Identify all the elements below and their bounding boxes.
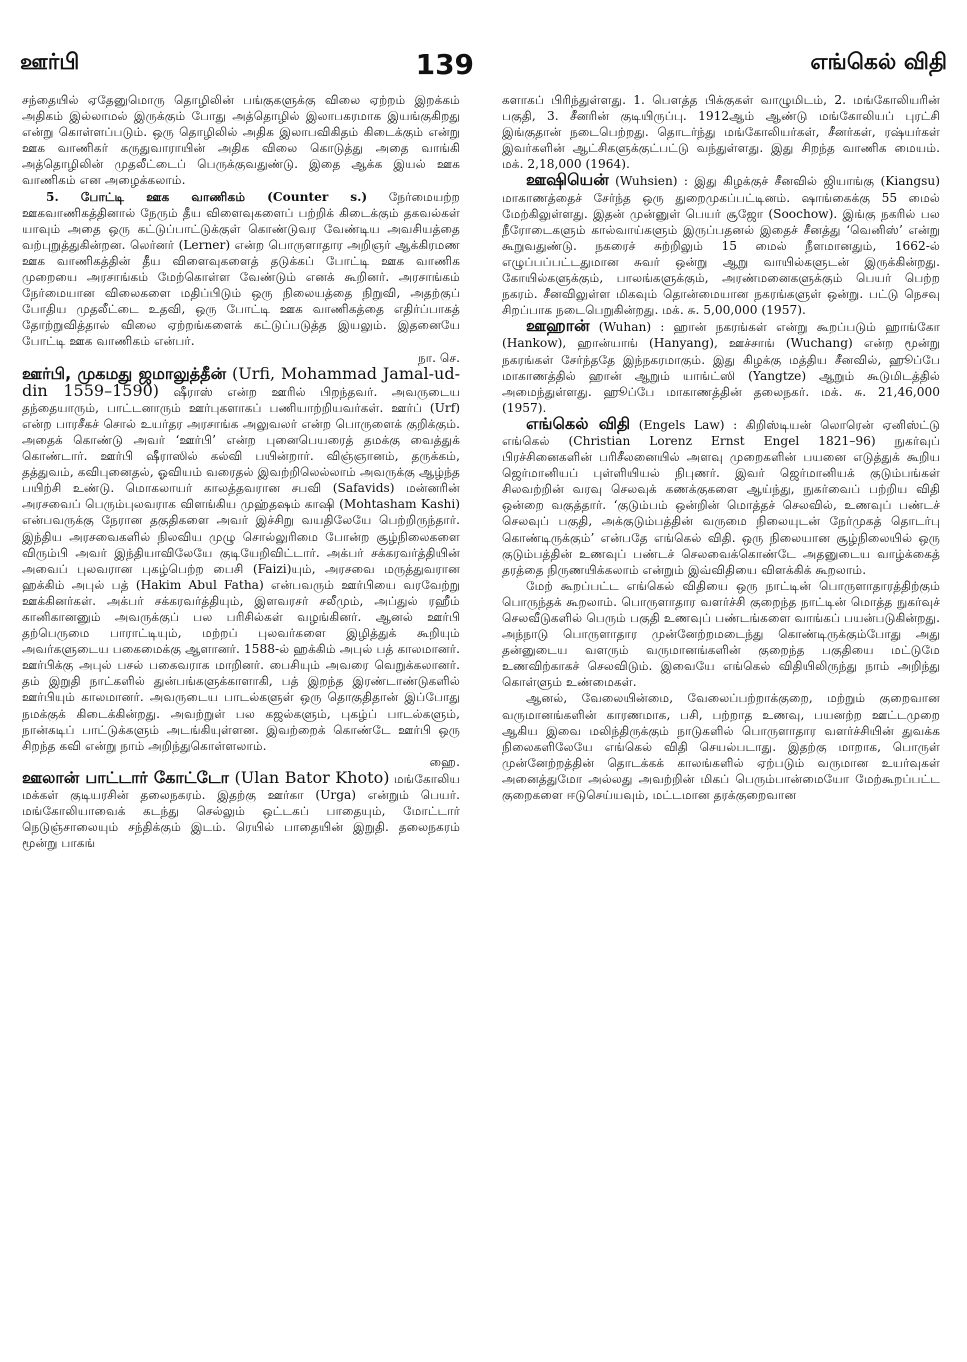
- entry-headword: ஊஹான்: [526, 316, 590, 336]
- entry-ulan-bator: ஊலான் பாட்டார் கோட்டோ (Ulan Bator Khoto) மங்கோலிய மக்கள் குடியரசின் தலைநகரம். இதற்கு ஊர்கா (Urga) என்றும் பெயர். மங்கோலியாவைக் கடந்து செல்லும் ஒட்டகப் பாதையும், மோட்டார் நெடுஞ்சாலையும் சந்திக்கும் இடம். ரெயில் பாதையின் இறுதி. தலைநகரம் மூன்று பாகங்: [22, 767, 460, 851]
- entry-wuhan: ஊஹான் (Wuhan) : ஹான் நகரங்கள் என்று கூறப்படும் ஹாங்கோ (Hankow), ஹான்யாங் (Hanyang), ஊச்சாங் (Wuchang) என்ற மூன்று நகரங்கள் சேர்ந்ததே இந்நகரமாகும். இது கிழக்கு மத்திய சீனவில், ஹூப்பே மாகாணத்தில் ஹான் ஆறும் யாங்ட்ஸி (Yangtze) ஆறும் கூடுமிடத்தில் அமைந்துள்ளது. ஹூப்பே மாகாணத்தின் தலைநகர். மக். சு. 21,46,000 (1957).: [502, 316, 940, 415]
- page-header: [20, 44, 947, 84]
- author-initials: நா. செ.: [417, 350, 460, 365]
- header-left-word: ஊர்பி: [20, 50, 80, 75]
- entry-engels-law: எங்கெல் விதி (Engels Law) : கிறிஸ்டியன் லொரென் ஏனிஸ்ட்டு எங்கெல் (Christian Lorenz Ernst Engel 1821–96) நுகர்வுப் பிரச்சினைகளின் பரிசீலனையில் அளவு முறைகளின் பயனை எடுத்துக் கூறிய ஜெர்மானியப் புள்ளியியல் நிபுணர். இவர் ஜெர்மானியக் குடும்பங்கள் சிலவற்றின் வரவு செலவுக் கணக்குகளை ஆய்ந்து, நுகர்வைப் பற்றிய விதி ஒன்றை வகுத்தார். ‘குடும்பம் ஒன்றின் மொத்தச் செலவில், உணவுப் பண்டச் செலவுப் பகுதி, அக்குடும்பத்தின் வருமை நிலையுடன் நேர்முகத் தொடர்பு கொண்டிருக்கும்’ என்பதே எங்கெல் விதி. ஒரு நிலையான சூழ்நிலையில் ஒரு குடும்பத்தின் உணவுப் பண்டச் செலவைக்கொண்டே அதனுடைய வாழ்க்கைத் தரத்தை நிருணயிக்கலாம் என்றும் இவ்விதியை விளக்கிக் கூறலாம்.: [502, 413, 940, 577]
- entry-headword: ஊர்பி, முகமது ஜமாலுத்தீன்: [22, 363, 227, 383]
- header-right-word: எங்கெல் விதி: [810, 50, 947, 75]
- paragraph: களாகப் பிரிந்துள்ளது. 1. பௌத்த பிக்குகள் வாழுமிடம், 2. மங்கோலியரின் பகுதி, 3. சீனரின் குடியிருப்பு. 1912ஆம் ஆண்டு மங்கோலியப் புரட்சி இங்குதான் நடைபெற்றது. தொடர்ந்து மங்கோலியர்கள், சீனர்கள், ரஷ்யர்கள் இவர்களின் ஆட்சிகளுக்குட்பட்டு வந்துள்ளது. இது சிறந்த வாணிக மையம். மக். 2,18,000 (1964).: [502, 93, 940, 172]
- entry-headword: ஊஷியென்: [526, 170, 609, 190]
- paragraph: ஆனல், வேலையின்மை, வேலைப்பற்றாக்குறை, மற்றும் குறைவான வருமானங்களின் காரணமாக, பசி, பற்றாத உணவு, பயனற்ற ஊட்டமுறை ஆகிய இவை மலிந்திருக்கும் நாடுகளில் பொருளாதார வளர்ச்சியின் துவக்க நிலைகளிலேயே எங்கெல் விதி செயல்படாது. இதற்கு மாறாக, பொருள் முன்னேற்றத்தின் தொடக்கக் காலங்களில் ஏற்படும் வருமான உயர்வுகள் அனைத்துமோ அல்லது அவற்றின் மிகப் பெரும்பான்மையோ மேற்கூறப்பட்ட குறைகளை ஈடுசெய்யவும், மட்டமான தரக்குறைவான: [502, 691, 940, 803]
- entry-headword: ஊலான் பாட்டார் கோட்டோ: [22, 767, 229, 787]
- author-initials: ஹை.: [429, 754, 460, 769]
- right-column: [502, 92, 940, 1342]
- paragraph: சந்தையில் ஏதேனுமொரு தொழிலின் பங்குகளுக்கு விலை ஏற்றம் இறக்கம் அதிகம் இல்லாமல் இருக்கும் போது அத்தொழில் இலாபகரமாக இயங்குகிறது என்று கொள்ளப்படும். ஒரு தொழிலில் அதிக இலாபவிகிதம் கிடைக்கும் என்று ஊக வாணிகர் கருதுவாராயின் அதிக விலை கொடுத்து அதை வாங்கி அத்தொழிலின் முதலீட்டைப் பெருக்குவதுண்டு. இதை ஆக்க இயல் ஊக வாணிகம் என அழைக்கலாம்.: [22, 93, 460, 188]
- paragraph: 5. போட்டி ஊக வாணிகம் (Counter s.) நேர்மையற்ற ஊகவாணிகத்தினால் நேரும் தீய விளைவுகளைப் பற்றிக் கிடைக்கும் தகவல்கள் யாவும் அதை ஒரு கட்டுப்பாட்டுக்குள் கொண்டுவர வேண்டிய அவசியத்தை வற்புறுத்துகின்றன. லெர்னர் (Lerner) என்ற பொருளாதார அறிஞர் ஆக்கிரமண ஊக வாணிகத்தின் தீய விளைவுகளைத் தடுக்கப் போட்டி ஊக வாணிக முறையை அரசாங்கம் மேற்கொள்ள வேண்டும் எனக் கூறினர். அரசாங்கம் நேர்மையான விலைகளை மதிப்பிடும் ஒரு நிலையத்தை நிறுவி, அதற்குப் போதிய முதலீட்டை உதவி, ஒரு போட்டி ஊக வாணிகத்தை எதிர்ப்பாகத் தோற்றுவித்தால் விலை ஏற்றங்களைக் கட்டுப்படுத்த இயலும். இதனையே போட்டி ஊக வாணிகம் என்பர்.: [22, 189, 460, 349]
- entry-wuhsien: ஊஷியென் (Wuhsien) : இது கிழக்குச் சீனவில் ஜியாங்கு (Kiangsu) மாகாணத்தைச் சேர்ந்த ஒரு துறைமுகப்பட்டினம். ஷாங்கைக்கு 55 மைல் மேற்கிலுள்ளது. இதன் முன்னுள் பெயர் சூஜோ (Soochow). இங்கு நகரில் பல நீரோடைகளும் கால்வாய்களும் இருப்பதனல் இதைச் சீனத்து ‘வெனிஸ்’ என்று கூறுவதுண்டு. நகரைச் சுற்றிலும் 15 மைல் நீளமானதும், 1662-ல் எழுப்பப்பட்டதுமான சுவர் ஒன்று ஆறு வாயில்களுடன் இருக்கின்றது. கோயில்களுக்கும், பாலங்களுக்கும், அரண்மனைகளுக்கும் பெயர் பெற்ற நகரம். சீனவிலுள்ள மிகவும் தொன்மையான நகரங்களுள் ஒன்று. பட்டு நெசவு சிறப்பாக நடைபெறுகின்றது. மக். சு. 5,00,000 (1957).: [502, 170, 940, 318]
- entry-urfi: ஊர்பி, முகமது ஜமாலுத்தீன் (Urfi, Mohammad Jamal-ud-din 1559–1590) ஷீராஸ் என்ற ஊரில் பிறந்தவர். அவருடைய தந்தையாரும், பாட்டனாரும் ஊர்புகளாகப் பணியாற்றியவர்கள். ஊர்ப் (Urf) என்ற பாரசீகச் சொல் உயர்தர அரசாங்க அலுவலர் என்ற பொருளைக் குறிக்கும். அதைக் கொண்டு அவர் ‘ஊர்பி’ என்ற புனைபெயரைத் தமக்கு வைத்துக் கொண்டார். ஊர்பி ஷீராஸில் கல்வி பயின்றார். விஞ்ஞானம், தருக்கம், தத்துவம், கவிபுனைதல், ஓவியம் வரைதல் இவற்றிலெல்லாம் அவருக்கு ஆழ்ந்த பயிற்சி உண்டு. மொகலாயர் காலத்தவரான சபவி (Safavids) மன்னரின் அரசவைப் பெரும்புலவராக விளங்கிய முஹ்தஷம் காஷி (Mohtasham Kashi) என்பவருக்கு நேரான தகுதிகளை அவர் இச்சிறு வயதிலேயே பெற்றிருந்தார். இந்திய அரசவைகளில் நிலவிய முழு சொல்லுரிமை போன்ற சூழ்நிலைகளை விரும்பி அவர் இந்தியாவிலேயே குடியேறிவிட்டார். அக்பர் சக்கரவர்த்தியின் அவைப் புலவரான புகழ்பெற்ற பைசி (Faizi)யும், அரசவை மருத்துவரான ஹக்கிம் அபுல் பத் (Hakim Abul Fatha) என்பவரும் ஊர்பியை வரவேற்று ஊக்கினர்கள். அக்பர் சக்கரவர்த்தியும், இளவரசர் சலீமும், அப்துல் ரஹீம் கானிகானனும் அவருக்குப் பல பரிசில்கள் வழங்கினர். ஆனல் ஊர்பி தற்பெருமை பாராட்டியும், மற்றப் புலவர்களை இழித்துக் கூறியும் அவர்களுடைய பகைமைக்கு ஆளானர். 1588-ல் ஹக்கிம் அபுல் பத் காலமானர். ஊர்பிக்கு அபுல் பசல் பகைவராக மாறினர். பைசியும் அவரை வெறுக்கலானர். தம் இறுதி நாட்களில் துன்பங்களுக்காளாகி, பத் இறந்த இரண்டாண்டுகளில் ஊர்பியும் காலமானர். அவருடைய பாடல்களுள் ஒரு தொகுதிதான் இப்போது நமக்குக் கிடைக்கின்றது. அவற்றுள் பல கஜல்களும், புகழ்ப் பாடல்களும், நான்கடிப் பாட்டுக்களும் அடங்கியுள்ளன. இவற்றைக் கொண்டே ஊர்பி ஒரு சிறந்த கவி என்று நாம் அறிந்துகொள்ளலாம்.: [22, 363, 460, 753]
- entry-headword: எங்கெல் விதி: [526, 413, 631, 433]
- subheading: 5. போட்டி ஊக வாணிகம் (Counter s.): [46, 189, 368, 204]
- left-column: [22, 92, 460, 1342]
- page-number: 139: [415, 47, 475, 81]
- paragraph: மேற் கூறப்பட்ட எங்கெல் விதியை ஒரு நாட்டின் பொருளாதாரத்திற்கும் பொருந்தக் கூறலாம். பொருளாதார வளர்ச்சி குறைந்த நாட்டின் மொத்த நுகர்வுச் செலவீடுகளில் பெரும் பகுதி உணவுப் பண்டங்களை வாங்கப் பயன்படுகின்றது. அந்நாடு பொருளாதார முன்னேற்றமடைந்து கொண்டிருக்கும்போது அது தன்னுடைய வளரும் வருமானங்களின் குறைந்த பகுதியை மட்டுமே உணவிற்காகச் செலவிடும். இவையே எங்கெல் விதியிலிருந்து நாம் அறிந்து கொள்ளும் உண்மைகள்.: [502, 578, 940, 690]
